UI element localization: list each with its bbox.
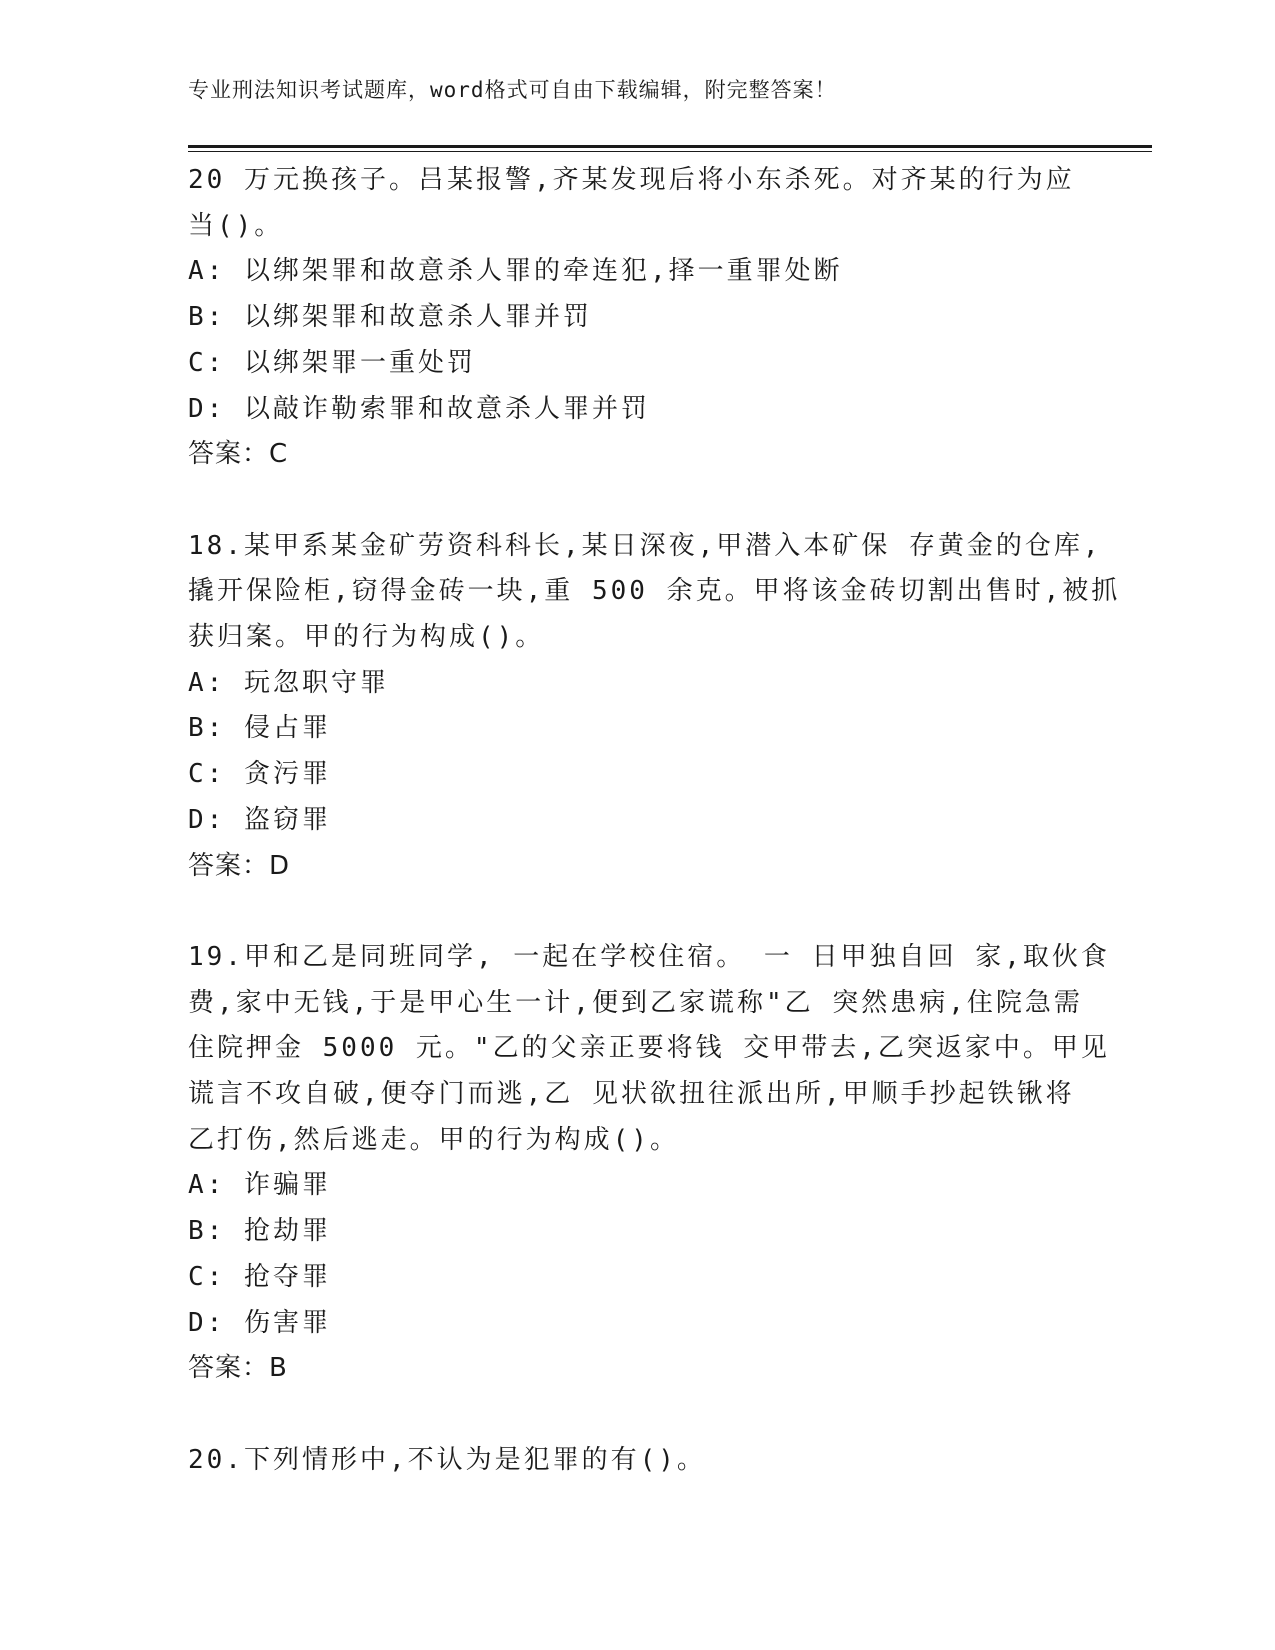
question-stem-line: 乙打伤,然后逃走。甲的行为构成()。 [188, 1124, 679, 1155]
question-stem-line: 20 万元换孩子。吕某报警,齐某发现后将小东杀死。对齐某的行为应 [188, 165, 1075, 195]
option-a: A: 以绑架罪和故意杀人罪的牵连犯,择一重罪处断 [188, 256, 843, 287]
question-stem-line: 20.下列情形中,不认为是犯罪的有()。 [188, 1444, 706, 1475]
question-18 [188, 524, 1121, 890]
question-stem-line: 18.某甲系某金矿劳资科科长,某日深夜,甲潜入本矿保 存黄金的仓库, [188, 530, 1102, 561]
question-stem-line: 19.甲和乙是同班同学, 一起在学校住宿。 一 日甲独自回 家,取伙食 [188, 941, 1110, 972]
option-a: A: 诈骗罪 [188, 1170, 331, 1201]
question-stem-line: 费,家中无钱,于是甲心生一计,便到乙家谎称"乙 突然患病,住院急需 [188, 987, 1083, 1018]
header-rule-thin [188, 151, 1152, 152]
option-b: B: 以绑架罪和故意杀人罪并罚 [188, 302, 592, 333]
spacer [188, 1392, 1088, 1438]
option-d: D: 盗窃罪 [188, 804, 331, 835]
question-20 [188, 1438, 1088, 1484]
question-stem-line: 谎言不攻自破,便夺门而逃,乙 见状欲扭往派出所,甲顺手抄起铁锹将 [188, 1079, 1075, 1110]
option-d: D: 伤害罪 [188, 1307, 331, 1338]
question-stem-line: 住院押金 5000 元。"乙的父亲正要将钱 交甲带去,乙突返家中。甲见 [188, 1033, 1110, 1064]
question-stem-line: 撬开保险柜,窃得金砖一块,重 500 余克。甲将该金砖切割出售时,被抓 [188, 576, 1121, 607]
answer-line: 答案：D [188, 850, 291, 881]
option-b: B: 侵占罪 [188, 713, 331, 744]
option-b: B: 抢劫罪 [188, 1216, 331, 1247]
question-stem-line: 获归案。甲的行为构成()。 [188, 622, 545, 653]
page-header: 专业刑法知识考试题库，word格式可自由下载编辑，附完整答案！ [188, 78, 837, 102]
option-c: C: 抢夺罪 [188, 1261, 331, 1292]
option-a: A: 玩忽职守罪 [188, 667, 389, 698]
answer-line: 答案：B [188, 1353, 288, 1384]
header-rule-thick [188, 145, 1152, 148]
option-c: C: 贪污罪 [188, 759, 331, 790]
question-19 [188, 935, 1110, 1392]
spacer [188, 478, 1088, 524]
question-stem-line: 当()。 [188, 210, 284, 241]
option-c: C: 以绑架罪一重处罚 [188, 347, 476, 378]
option-d: D: 以敲诈勒索罪和故意杀人罪并罚 [188, 393, 650, 424]
spacer [188, 889, 1088, 935]
answer-line: 答案：C [188, 439, 289, 470]
question-prev [188, 158, 1088, 478]
question-content [188, 158, 1121, 1483]
